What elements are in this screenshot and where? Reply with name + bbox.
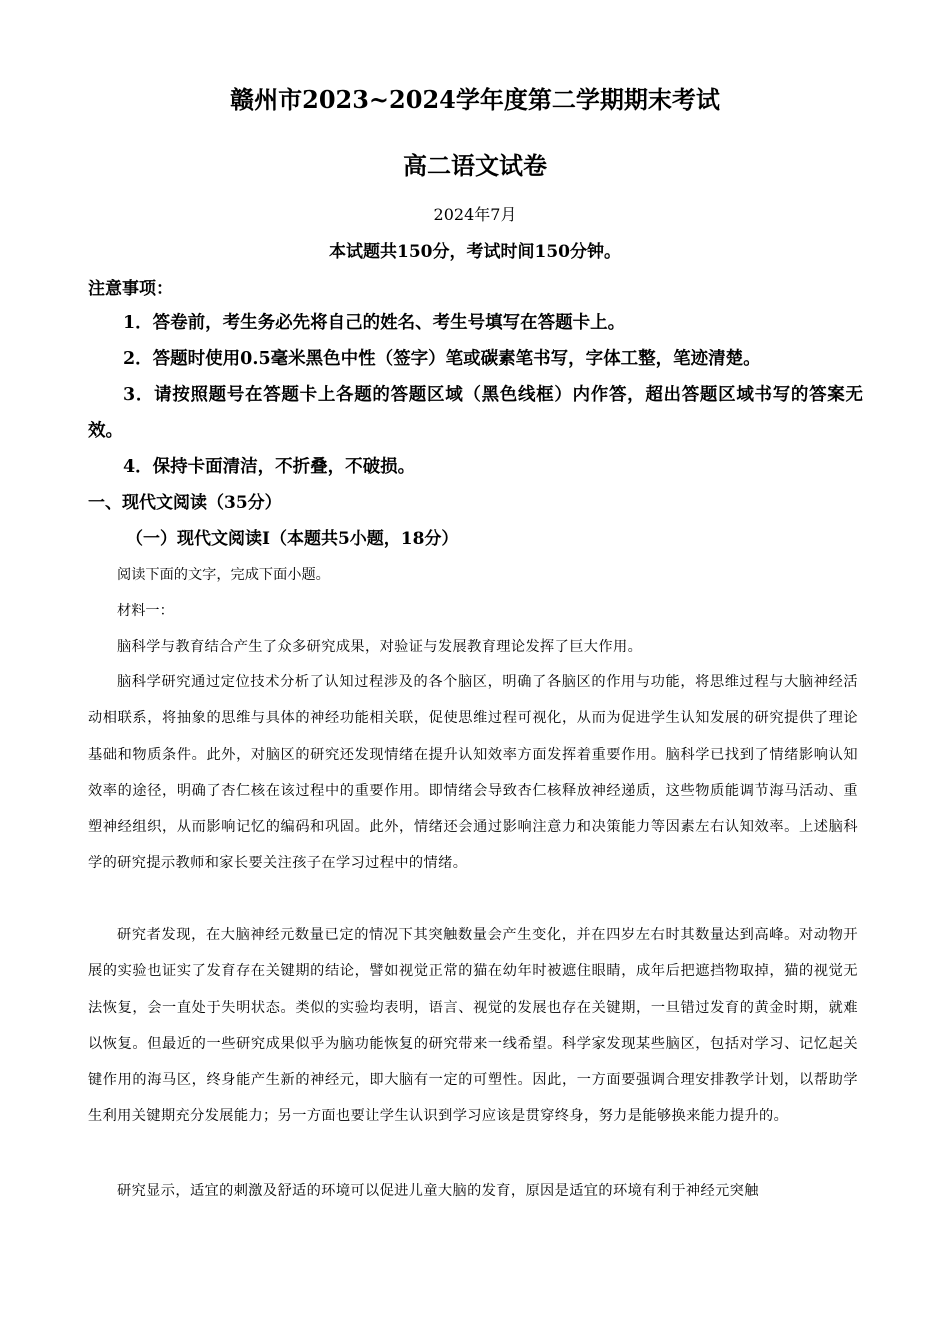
paragraph: 脑科学研究通过定位技术分析了认知过程涉及的各个脑区，明确了各脑区的作用与功能，将思维过程与大脑神经活动相联系，将抽象的思维与具体的神经功能相关联，促使思维过程可视化，从而为促进学生认知发展的研究提供了理论基础和物质条件。此外，对脑区的研究还发现情绪在提升认知效率方面发挥着重要作用。脑科学已找到了情绪影响认知效率的途径，明确了杏仁核在该过程中的重要作用。即情绪会导致杏仁核释放神经递质，这些物质能调节海马活动、重塑神经组织，从而影响记忆的编码和巩固。此外，情绪还会通过影响注意力和决策能力等因素左右认知效率。上述脑科学的研究提示教师和家长要关注孩子在学习过程中的情绪。 [88, 674, 858, 872]
part-title: 一、现代文阅读（35分） [88, 493, 282, 513]
notice-item: 4．保持卡面清洁，不折叠，不破损。 [123, 457, 416, 477]
notice-item: 2．答题时使用0.5毫米黑色中性（签字）笔或碳素笔书写，字体工整，笔迹清楚。 [123, 349, 761, 369]
exam-subtitle: 高二语文试卷 [403, 151, 547, 180]
material-label: 材料一： [117, 603, 174, 619]
notice-item: 3．请按照题号在答题卡上各题的答题区域（黑色线框）内作答，超出答题区域书写的答案无效。 [88, 385, 863, 441]
paragraph: 研究者发现，在大脑神经元数量已定的情况下其突触数量会产生变化，并在四岁左右时其数量达到高峰。对动物开展的实验也证实了发育存在关键期的结论，譬如视觉正常的猫在幼年时被遮住眼睛，成年后把遮挡物取掉，猫的视觉无法恢复，会一直处于失明状态。类似的实验均表明，语言、视觉的发展也存在关键期，一旦错过发育的黄金时期，就难以恢复。但最近的一些研究成果似乎为脑功能恢复的研究带来一线希望。科学家发现某些脑区，包括对学习、记忆起关键作用的海马区，终身能产生新的神经元，即大脑有一定的可塑性。因此，一方面要强调合理安排教学计划，以帮助学生利用关键期充分发展能力；另一方面也要让学生认识到学习应该是贯穿终身，努力是能够换来能力提升的。 [88, 927, 858, 1125]
sub-title: （一）现代文阅读Ⅰ（本题共5小题，18分） [126, 529, 459, 549]
paragraph: 脑科学与教育结合产生了众多研究成果，对验证与发展教育理论发挥了巨大作用。 [117, 639, 643, 655]
exam-info: 本试题共150分，考试时间150分钟。 [329, 242, 621, 262]
notice-heading: 注意事项： [88, 279, 173, 299]
instruction: 阅读下面的文字，完成下面小题。 [117, 567, 330, 583]
notice-item: 1．答卷前，考生务必先将自己的姓名、考生号填写在答题卡上。 [123, 313, 626, 333]
paragraph: 研究显示，适宜的刺激及舒适的环境可以促进儿童大脑的发育，原因是适宜的环境有利于神经元突触 [117, 1183, 759, 1199]
exam-date: 2024年7月 [433, 205, 517, 224]
exam-title: 赣州市2023~2024学年度第二学期期末考试 [230, 85, 720, 114]
